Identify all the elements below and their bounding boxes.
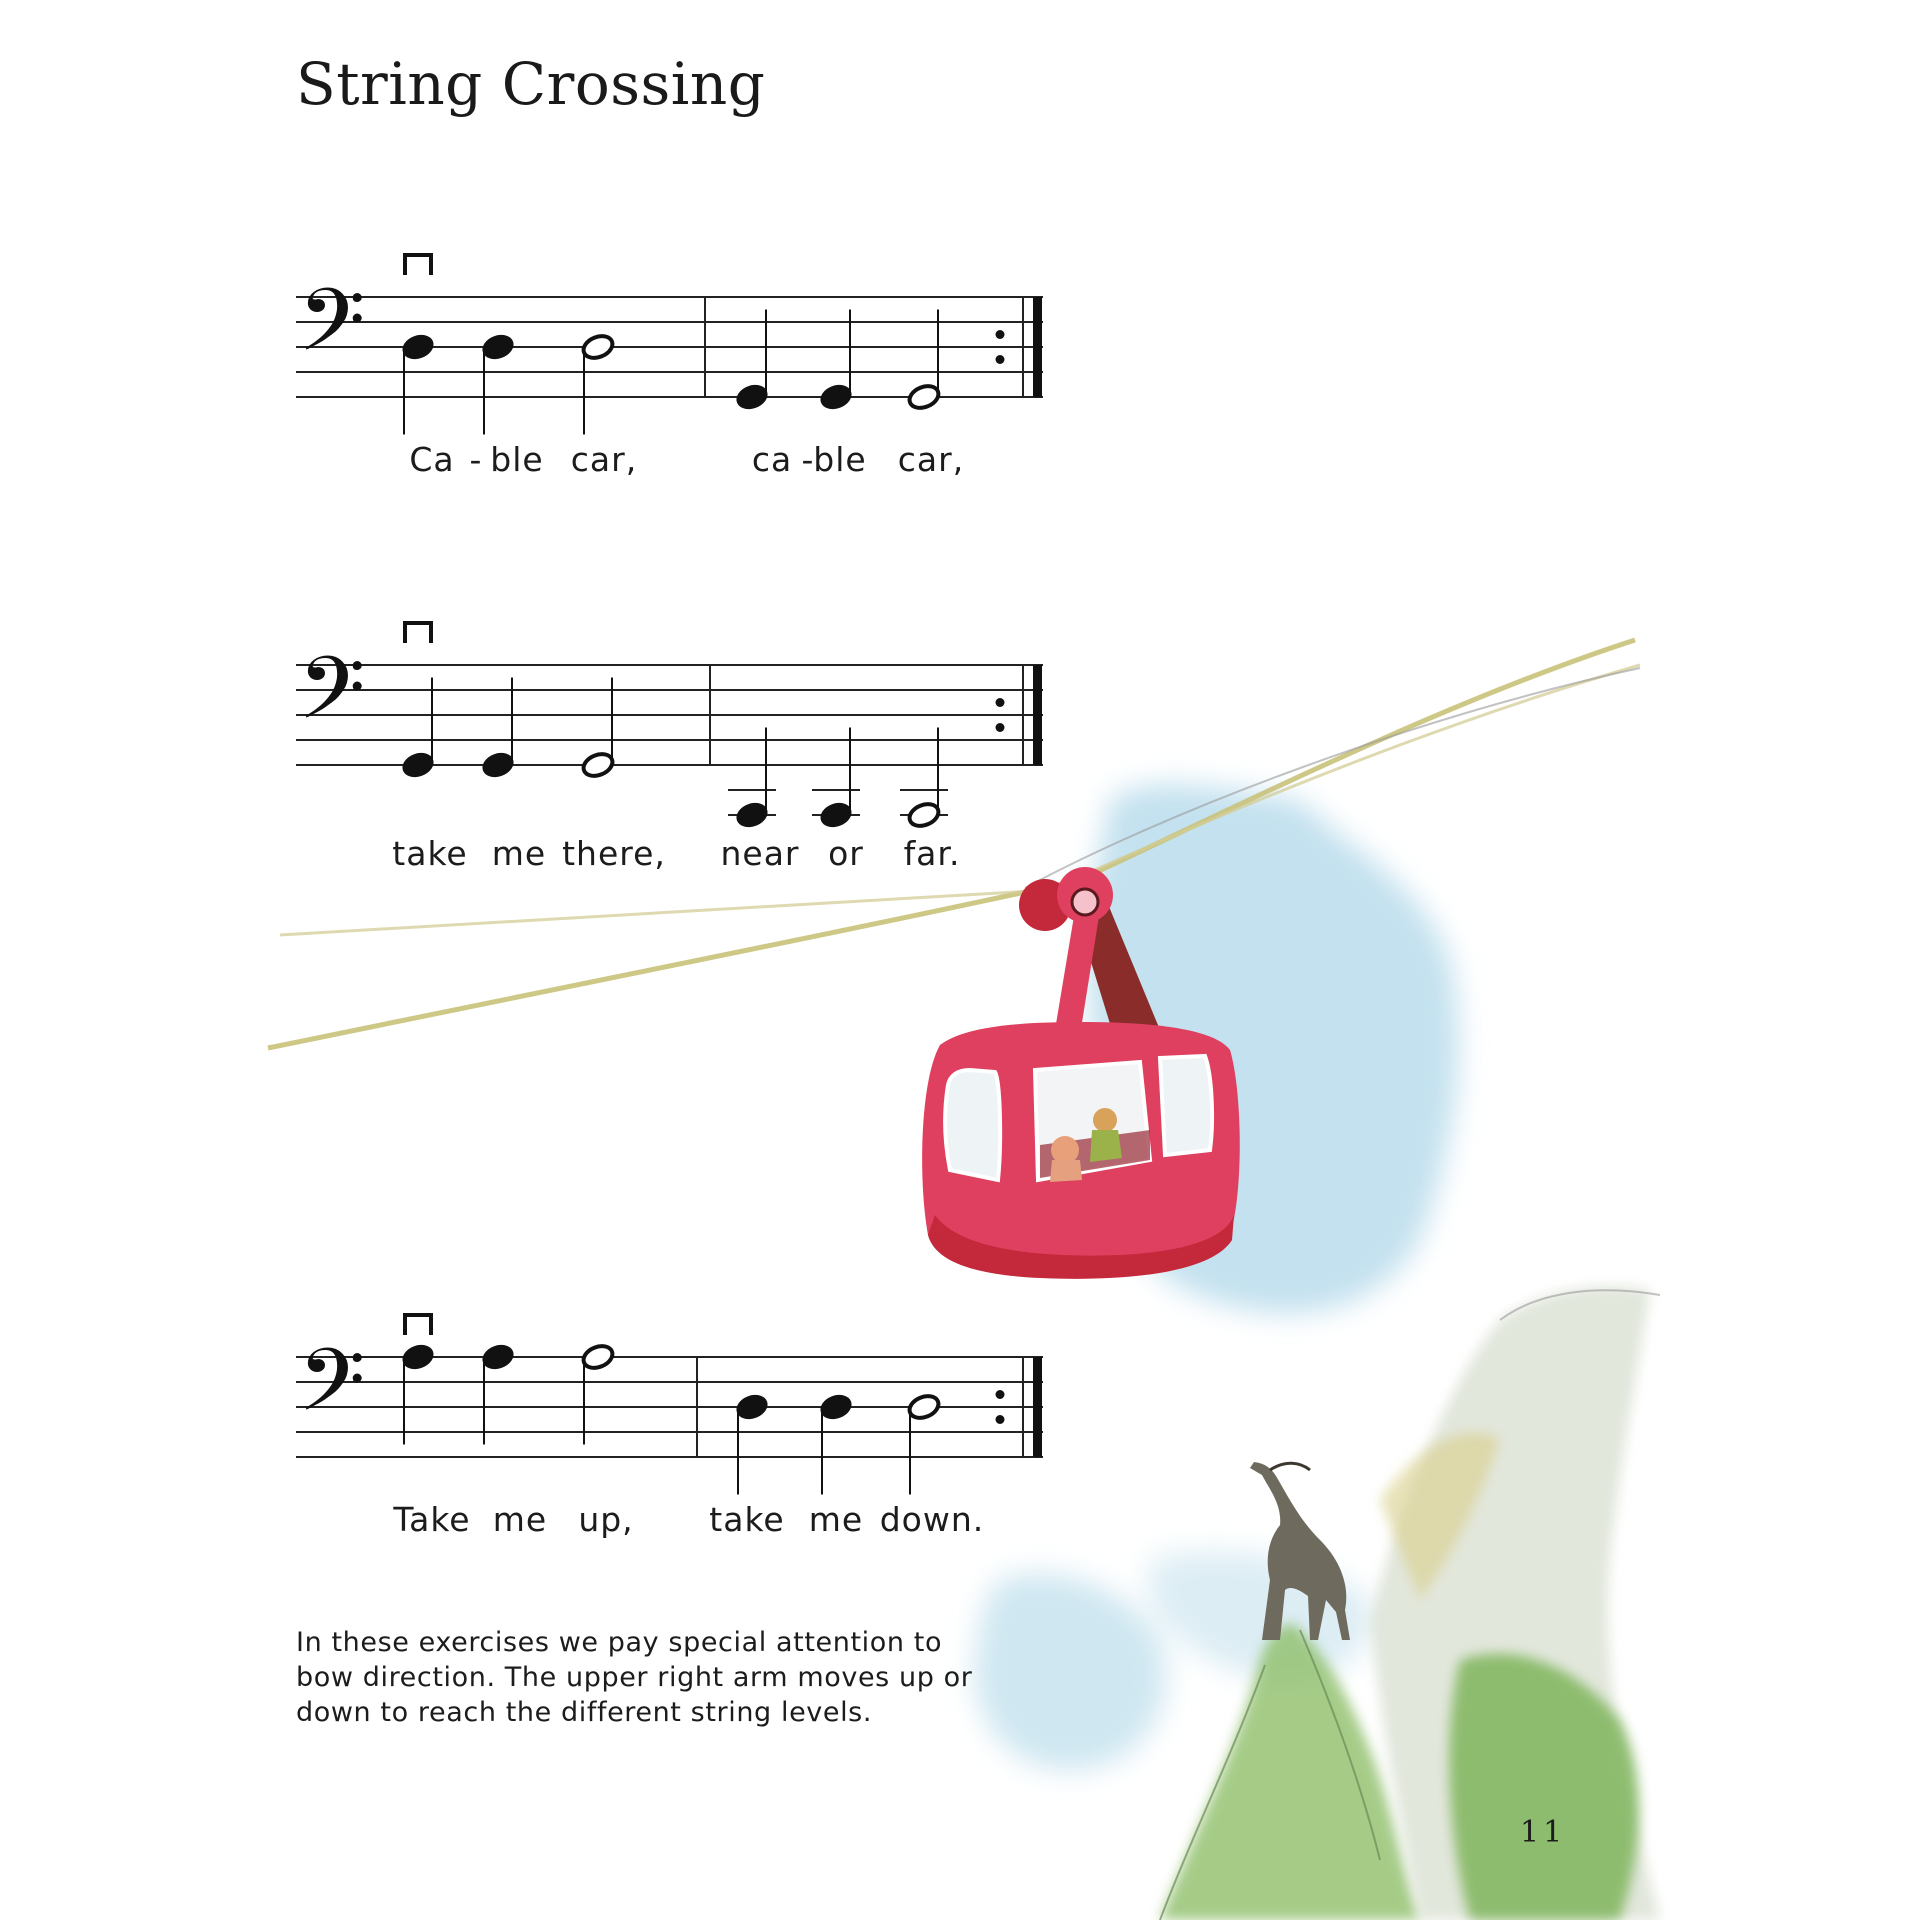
- lyric-syllable: down.: [879, 1500, 985, 1539]
- lyric-syllable: car,: [570, 440, 638, 479]
- instructions-line: In these exercises we pay special attention to: [296, 1627, 943, 1658]
- lyric-syllable: far.: [903, 834, 961, 873]
- lyric-syllable: up,: [578, 1500, 634, 1539]
- repeat-dot: [996, 723, 1005, 732]
- instructions-line: bow direction. The upper right arm moves up or: [296, 1662, 973, 1693]
- bass-clef-icon: 𝄢: [298, 638, 366, 760]
- repeat-dot: [996, 355, 1005, 364]
- lyric-syllable: or: [828, 834, 864, 873]
- half-note: [906, 382, 941, 412]
- final-bar-line: [1033, 1357, 1042, 1457]
- bass-clef-icon: 𝄢: [298, 1330, 366, 1452]
- page-title: String Crossing: [296, 50, 766, 118]
- page-number: 11: [1520, 1815, 1567, 1850]
- lyric-syllable: me: [491, 834, 547, 873]
- repeat-dot: [996, 1390, 1005, 1399]
- repeat-dot: [996, 1415, 1005, 1424]
- lyric-syllable: near: [720, 834, 800, 873]
- half-note: [580, 750, 615, 780]
- down-bow-icon: [405, 1315, 431, 1335]
- half-note: [906, 1392, 941, 1422]
- lyric-syllable: ble: [813, 440, 867, 479]
- repeat-dot: [996, 330, 1005, 339]
- lyric-syllable: ca: [751, 440, 793, 479]
- half-note: [906, 800, 941, 830]
- lyric-syllable: take: [392, 834, 468, 873]
- final-bar-line: [1033, 665, 1042, 765]
- lyrics-line-1: [0, 440, 1920, 500]
- lyric-syllable: me: [492, 1500, 548, 1539]
- down-bow-icon: [405, 623, 431, 643]
- bass-clef-icon: 𝄢: [298, 270, 366, 392]
- down-bow-icon: [405, 255, 431, 275]
- instructions-text: [296, 1625, 996, 1730]
- half-note: [580, 1342, 615, 1372]
- lyric-syllable: -: [801, 440, 815, 479]
- lyric-syllable: car,: [897, 440, 965, 479]
- instructions-line: down to reach the different string levels.: [296, 1697, 873, 1728]
- final-bar-line: [1033, 297, 1042, 397]
- lyrics-line-2: [0, 834, 1920, 894]
- lyric-syllable: me: [808, 1500, 864, 1539]
- lyric-syllable: ble: [490, 440, 544, 479]
- lyric-syllable: Take: [393, 1500, 471, 1539]
- repeat-dot: [996, 698, 1005, 707]
- lyric-syllable: take: [709, 1500, 785, 1539]
- half-note: [580, 332, 615, 362]
- lyric-syllable: Ca: [409, 440, 455, 479]
- lyric-syllable: there,: [562, 834, 666, 873]
- lyrics-line-3: [0, 1500, 1920, 1560]
- lyric-syllable: -: [469, 440, 483, 479]
